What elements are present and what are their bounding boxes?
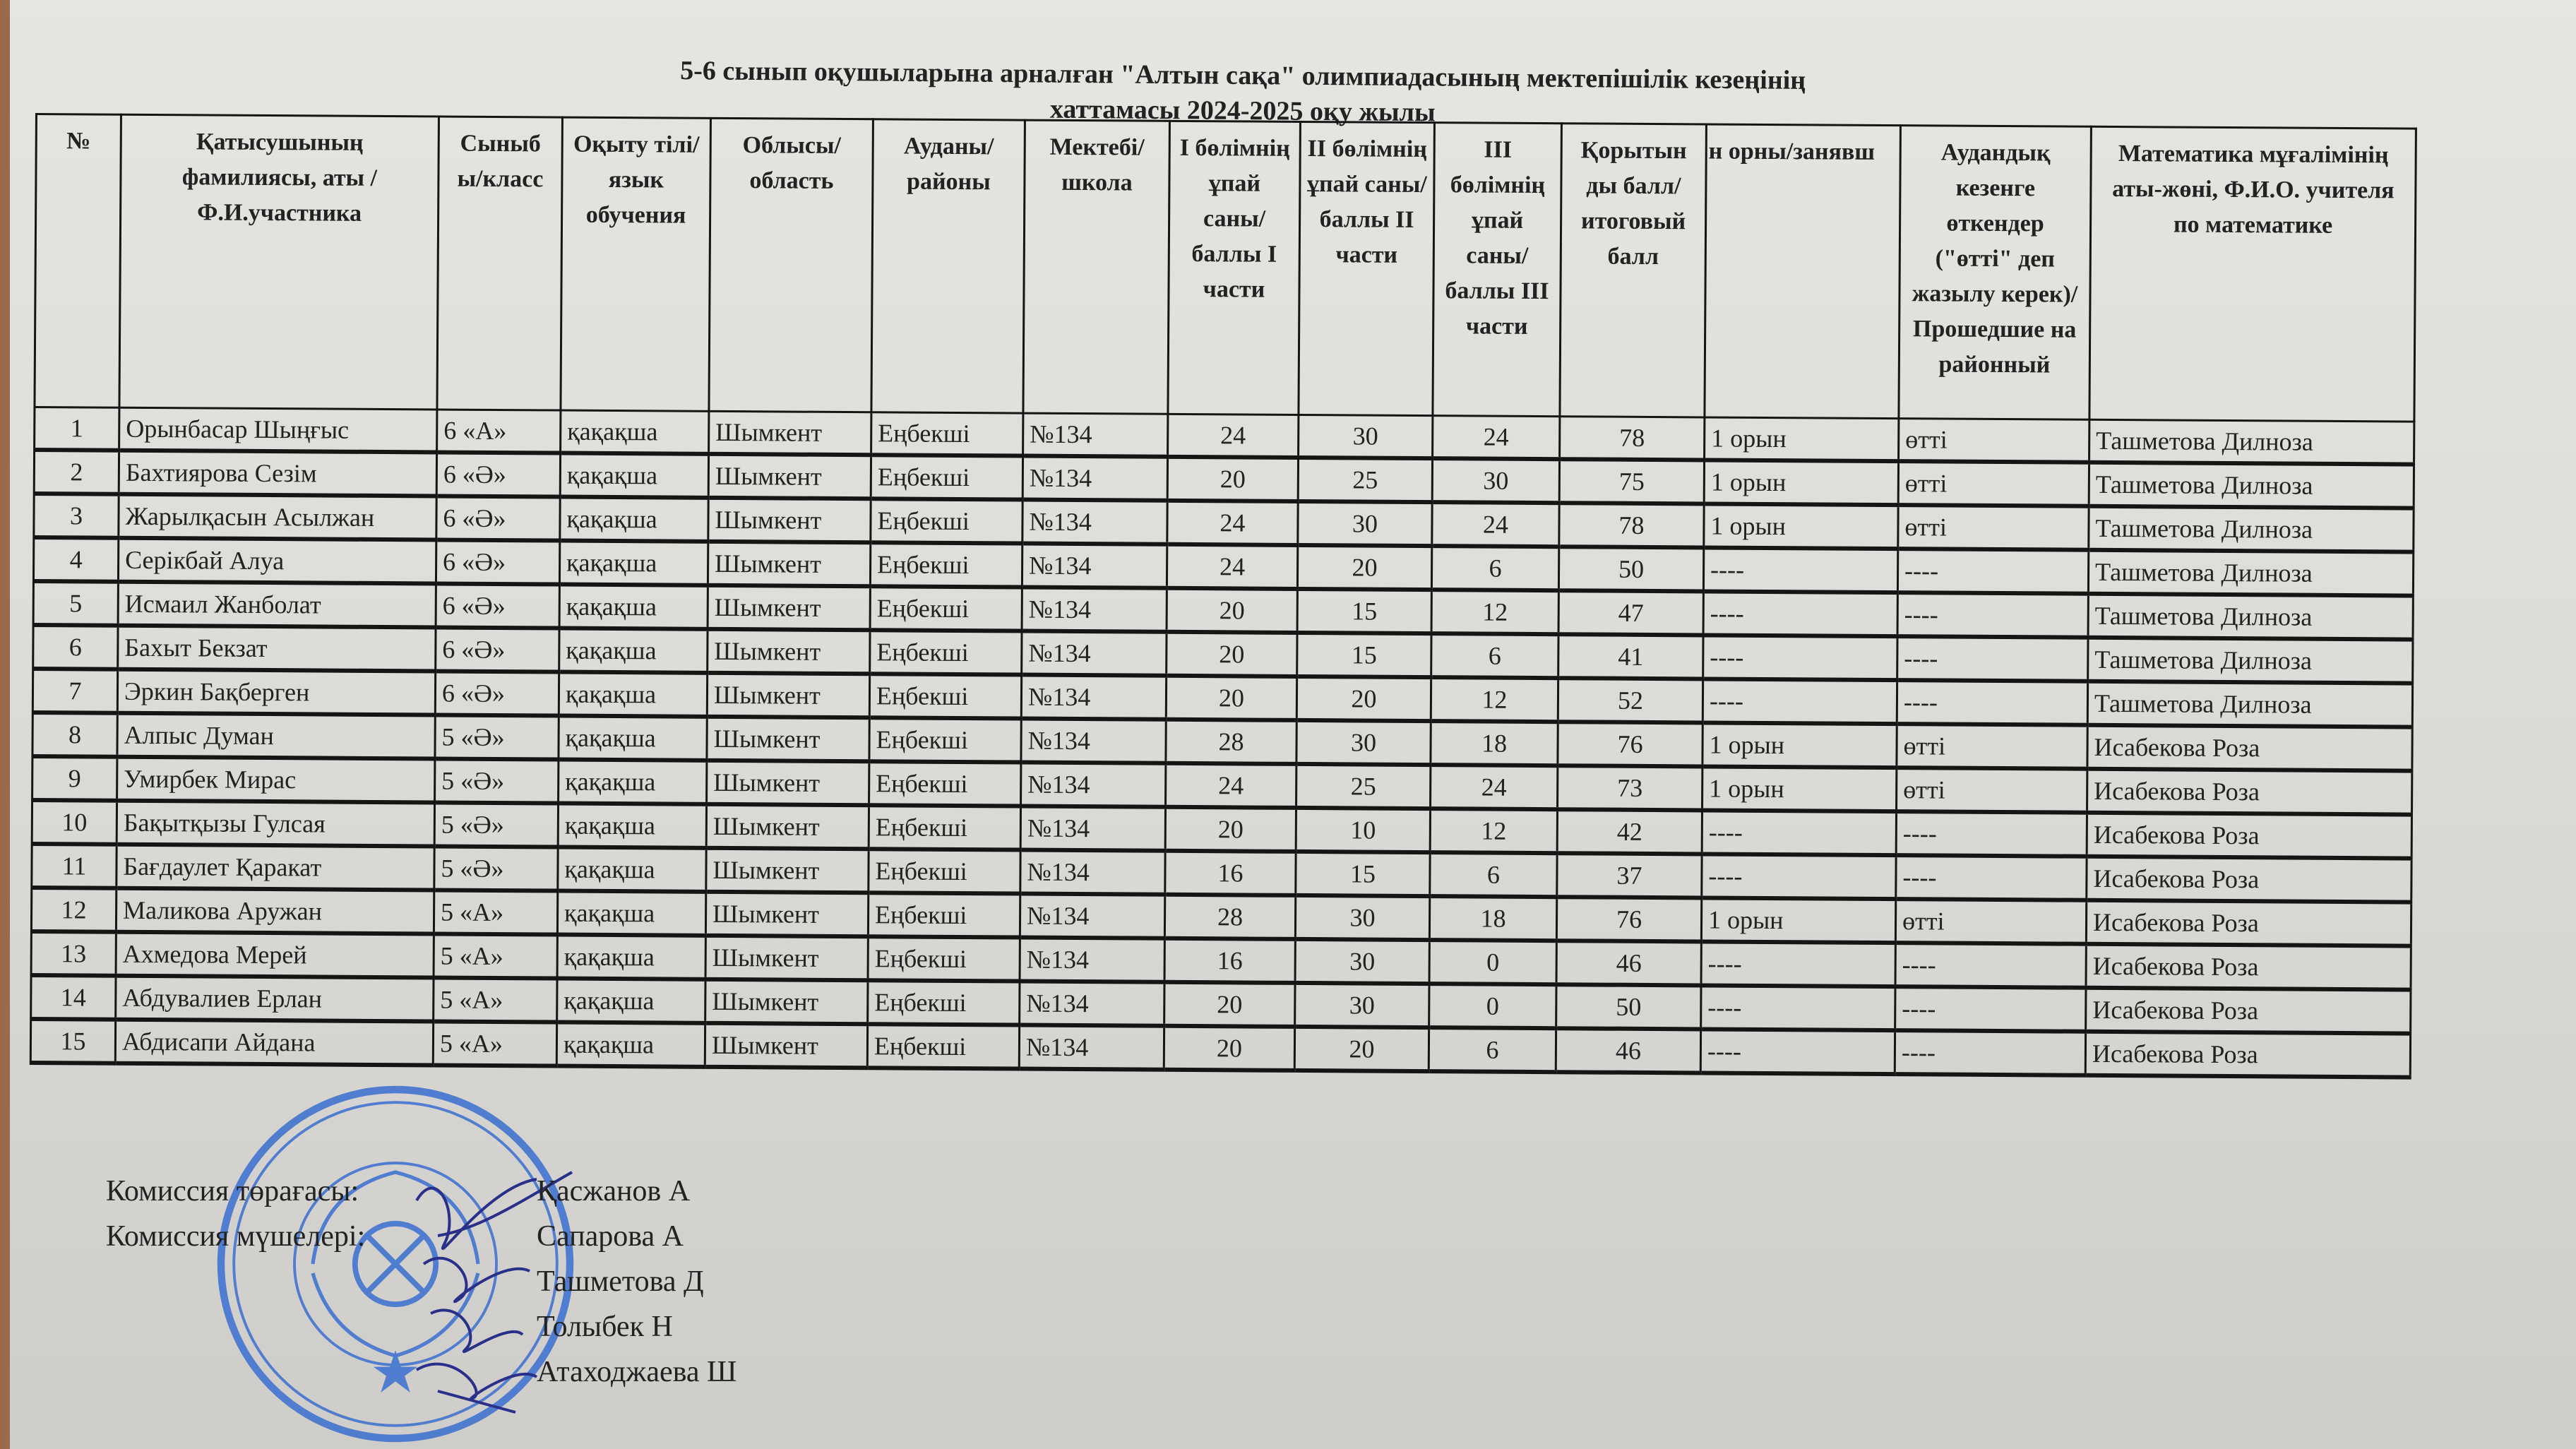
participant-name-cell: Абдисапи Айдана <box>115 1020 433 1066</box>
class-cell: 5 «Ә» <box>434 846 558 890</box>
chair-label: Комиссия төрағасы: <box>106 1175 359 1208</box>
participant-name-cell: Серікбай Алуа <box>118 538 436 584</box>
signature-member-3 <box>417 1364 537 1412</box>
part1-score-cell: 20 <box>1167 632 1297 676</box>
place-cell: ---- <box>1703 547 1897 592</box>
total-score-cell: 41 <box>1558 634 1703 679</box>
place-cell: ---- <box>1701 941 1895 986</box>
district-cell: Еңбекші <box>870 542 1022 587</box>
district-cell: Еңбекші <box>868 936 1020 981</box>
district-cell: Еңбекші <box>869 849 1020 893</box>
region-cell: Шымкент <box>705 936 868 980</box>
total-score-cell: 76 <box>1556 897 1701 941</box>
teacher-name-cell: Ташметова Дилноза <box>2088 594 2413 640</box>
teacher-name-cell: Исабекова Роза <box>2086 944 2411 990</box>
region-cell: Шымкент <box>707 717 869 761</box>
district-cell: Еңбекші <box>870 630 1022 674</box>
total-score-cell: 46 <box>1556 1028 1700 1073</box>
place-cell: 1 орын <box>1704 460 1898 505</box>
header-number: № <box>35 114 121 408</box>
participant-name-cell: Жарылқасын Асылжан <box>119 494 436 540</box>
total-score-cell: 47 <box>1558 590 1703 635</box>
language-cell: қақақша <box>559 585 708 629</box>
language-cell: қақақша <box>556 1022 705 1067</box>
class-cell: 6 «Ә» <box>435 671 559 715</box>
school-cell: №134 <box>1020 850 1165 895</box>
part3-score-cell: 24 <box>1433 416 1560 460</box>
passed-status-cell: ---- <box>1895 986 2086 1032</box>
part2-score-cell: 30 <box>1298 501 1432 546</box>
part1-score-cell: 20 <box>1166 676 1296 720</box>
place-cell: ---- <box>1703 591 1897 636</box>
class-cell: 6 «Ә» <box>436 583 559 628</box>
header-place: н орны/занявш <box>1705 124 1901 419</box>
teacher-name-cell: Исабекова Роза <box>2087 725 2412 771</box>
participant-name-cell: Бахтиярова Сезім <box>119 451 436 496</box>
class-cell: 6 «Ә» <box>436 496 560 540</box>
passed-status-cell: өтті <box>1895 899 2086 944</box>
part2-score-cell: 30 <box>1295 939 1429 984</box>
participant-name-cell: Умирбек Мирас <box>117 757 435 803</box>
part1-score-cell: 20 <box>1165 807 1296 852</box>
place-cell: ---- <box>1701 985 1895 1030</box>
class-cell: 5 «А» <box>434 934 557 978</box>
part1-score-cell: 20 <box>1167 588 1297 633</box>
place-cell: 1 орын <box>1701 898 1895 943</box>
region-cell: Шымкент <box>707 673 869 717</box>
region-cell: Шымкент <box>709 411 871 455</box>
row-number-cell: 15 <box>30 1019 115 1063</box>
row-number-cell: 1 <box>35 407 119 451</box>
school-cell: №134 <box>1022 456 1167 501</box>
class-cell: 5 «Ә» <box>435 715 559 759</box>
school-cell: №134 <box>1020 938 1164 982</box>
part3-score-cell: 18 <box>1431 721 1558 765</box>
district-cell: Еңбекші <box>871 455 1022 499</box>
total-score-cell: 76 <box>1558 722 1703 766</box>
language-cell: қақақша <box>557 891 705 936</box>
row-number-cell: 12 <box>31 888 116 932</box>
teacher-name-cell: Исабекова Роза <box>2087 813 2411 859</box>
school-cell: №134 <box>1022 500 1167 544</box>
part1-score-cell: 20 <box>1164 982 1295 1027</box>
region-cell: Шымкент <box>707 761 869 805</box>
part1-score-cell: 20 <box>1164 1026 1294 1071</box>
part1-score-cell: 28 <box>1166 720 1296 764</box>
header-total: Қорытын ды балл/ итоговый балл <box>1560 124 1707 417</box>
district-cell: Еңбекші <box>869 805 1020 849</box>
part3-score-cell: 6 <box>1429 1027 1556 1072</box>
district-cell: Еңбекші <box>869 674 1021 718</box>
teacher-name-cell: Исабекова Роза <box>2085 1032 2410 1078</box>
title-line-2: хаттамасы 2024-2025 оқу жылы <box>1049 94 1436 128</box>
language-cell: қақақша <box>559 628 708 673</box>
passed-status-cell: ---- <box>1895 943 2086 988</box>
part2-score-cell: 15 <box>1296 852 1430 896</box>
part3-score-cell: 24 <box>1432 502 1559 547</box>
district-cell: Еңбекші <box>868 980 1020 1025</box>
part1-score-cell: 20 <box>1167 457 1298 501</box>
part1-score-cell: 24 <box>1166 763 1296 808</box>
member-name: Атаходжаева Ш <box>537 1356 737 1388</box>
class-cell: 6 «Ә» <box>436 627 559 672</box>
header-region: Облысы/ область <box>709 118 873 412</box>
language-cell: қақақша <box>557 935 705 979</box>
region-cell: Шымкент <box>708 629 870 674</box>
place-cell: ---- <box>1703 635 1897 680</box>
title-line-1: 5-6 сынып оқушыларына арналған "Алтын сақа" олимпиадасының мектепішілік кезеңінің <box>680 56 1806 95</box>
total-score-cell: 46 <box>1556 941 1701 985</box>
part3-score-cell: 0 <box>1429 940 1556 984</box>
part2-score-cell: 25 <box>1298 458 1432 502</box>
part2-score-cell: 10 <box>1296 808 1430 852</box>
member-name: Сапарова А <box>537 1220 684 1253</box>
part3-score-cell: 6 <box>1431 633 1558 678</box>
region-cell: Шымкент <box>705 979 868 1024</box>
header-class: Сыныб ы/класс <box>437 117 563 410</box>
row-number-cell: 14 <box>31 975 116 1020</box>
class-cell: 5 «Ә» <box>434 802 558 847</box>
member-name: Толыбек Н <box>537 1311 673 1343</box>
teacher-name-cell: Ташметова Дилноза <box>2089 506 2414 552</box>
passed-status-cell: өтті <box>1897 768 2087 813</box>
region-cell: Шымкент <box>708 454 871 499</box>
part3-score-cell: 12 <box>1431 590 1558 634</box>
header-part2: II бөлімнің ұпай саны/ баллы II части <box>1299 121 1435 415</box>
desk-edge <box>0 0 10 1449</box>
chair-name: Қасжанов А <box>537 1175 691 1208</box>
language-cell: қақақша <box>558 804 706 848</box>
total-score-cell: 42 <box>1557 809 1702 854</box>
header-district: Ауданы/ районы <box>871 119 1025 413</box>
row-number-cell: 3 <box>34 494 119 538</box>
row-number-cell: 6 <box>33 625 118 669</box>
school-cell: №134 <box>1020 894 1164 938</box>
passed-status-cell: ---- <box>1897 549 2088 594</box>
district-cell: Еңбекші <box>871 499 1022 543</box>
total-score-cell: 78 <box>1560 417 1705 460</box>
row-number-cell: 8 <box>32 712 117 757</box>
part3-score-cell: 30 <box>1432 458 1559 503</box>
row-number-cell: 9 <box>32 756 117 801</box>
table-header-row <box>35 114 2416 422</box>
participant-name-cell: Бақытқызы Гулсая <box>117 801 434 847</box>
school-cell: №134 <box>1021 763 1166 807</box>
class-cell: 5 «А» <box>434 977 557 1022</box>
passed-status-cell: ---- <box>1895 1030 2085 1075</box>
place-cell: 1 орын <box>1704 503 1898 549</box>
row-number-cell: 10 <box>32 800 117 845</box>
teacher-name-cell: Ташметова Дилноза <box>2089 463 2414 508</box>
class-cell: 5 «А» <box>433 1021 556 1066</box>
place-cell: ---- <box>1703 679 1897 724</box>
header-part1: I бөлімнің ұпай саны/ баллы I части <box>1168 121 1301 415</box>
region-cell: Шымкент <box>708 585 870 630</box>
place-cell: ---- <box>1702 810 1896 855</box>
language-cell: қақақша <box>559 541 708 585</box>
teacher-name-cell: Исабекова Роза <box>2087 769 2412 815</box>
district-cell: Еңбекші <box>869 761 1021 806</box>
language-cell: қақақша <box>559 716 707 761</box>
results-table-wrapper <box>30 113 2417 1080</box>
district-cell: Еңбекші <box>871 412 1023 456</box>
region-cell: Шымкент <box>705 892 868 936</box>
passed-status-cell: ---- <box>1897 592 2088 638</box>
district-cell: Еңбекші <box>870 586 1022 631</box>
part3-score-cell: 6 <box>1430 852 1557 897</box>
part1-score-cell: 28 <box>1164 895 1295 939</box>
part1-score-cell: 24 <box>1168 414 1299 458</box>
participant-name-cell: Бахыт Бекзат <box>118 626 436 672</box>
table-body <box>30 407 2414 1078</box>
teacher-name-cell: Исабекова Роза <box>2087 857 2411 902</box>
language-cell: қақақша <box>560 497 708 542</box>
part1-score-cell: 24 <box>1167 501 1298 545</box>
passed-status-cell: өтті <box>1898 461 2089 506</box>
total-score-cell: 73 <box>1558 765 1703 810</box>
class-cell: 6 «Ә» <box>436 539 559 584</box>
total-score-cell: 37 <box>1557 853 1702 898</box>
district-cell: Еңбекші <box>868 893 1020 937</box>
participant-name-cell: Эркин Бақберген <box>117 669 435 715</box>
region-cell: Шымкент <box>706 848 869 893</box>
part2-score-cell: 15 <box>1297 633 1431 677</box>
school-cell: №134 <box>1022 588 1167 632</box>
row-number-cell: 5 <box>33 581 118 626</box>
language-cell: қақақша <box>559 672 707 717</box>
part2-score-cell: 30 <box>1295 983 1429 1027</box>
participant-name-cell: Маликова Аружан <box>116 888 434 934</box>
language-cell: қақақша <box>561 410 709 454</box>
place-cell: 1 орын <box>1703 766 1897 811</box>
member-name: Ташметова Д <box>537 1265 704 1298</box>
part2-score-cell: 30 <box>1295 895 1429 940</box>
school-cell: №134 <box>1020 806 1165 851</box>
signature-member-1 <box>424 1258 530 1301</box>
region-cell: Шымкент <box>708 498 871 542</box>
part2-score-cell: 25 <box>1296 764 1431 809</box>
part3-score-cell: 18 <box>1429 896 1556 941</box>
region-cell: Шымкент <box>705 1023 867 1068</box>
header-passed-text: Аудандық кезенге өткендер ("өтті" деп жазылу керек)/ Прошедшие на районный <box>1912 139 2078 378</box>
school-cell: №134 <box>1021 719 1166 763</box>
part2-score-cell: 20 <box>1297 545 1431 590</box>
results-table <box>30 113 2417 1080</box>
row-number-cell: 4 <box>33 537 118 582</box>
teacher-name-cell: Ташметова Дилноза <box>2088 550 2413 596</box>
language-cell: қақақша <box>559 760 707 804</box>
total-score-cell: 50 <box>1556 984 1701 1029</box>
header-school: Мектебі/ школа <box>1023 120 1170 414</box>
school-cell: №134 <box>1022 631 1167 676</box>
part3-score-cell: 12 <box>1430 809 1557 853</box>
participant-name-cell: Исмаил Жанболат <box>118 582 436 628</box>
participant-name-cell: Алпыс Думан <box>117 713 435 759</box>
teacher-name-cell: Ташметова Дилноза <box>2089 419 2414 464</box>
part1-score-cell: 24 <box>1167 544 1297 589</box>
part2-score-cell: 20 <box>1294 1027 1429 1071</box>
place-cell: 1 орын <box>1705 417 1899 461</box>
participant-name-cell: Абдувалиев Ерлан <box>116 976 434 1022</box>
passed-status-cell: өтті <box>1898 505 2089 550</box>
part3-score-cell: 6 <box>1431 546 1558 590</box>
row-number-cell: 11 <box>32 844 117 888</box>
passed-status-cell: өтті <box>1897 724 2087 769</box>
language-cell: қақақша <box>558 847 706 892</box>
school-cell: №134 <box>1023 413 1168 457</box>
part2-score-cell: 30 <box>1296 720 1431 765</box>
class-cell: 6 «Ә» <box>436 452 560 496</box>
row-number-cell: 2 <box>34 450 119 494</box>
part1-score-cell: 16 <box>1165 851 1296 895</box>
row-number-cell: 7 <box>32 669 117 713</box>
part2-score-cell: 15 <box>1297 589 1431 633</box>
district-cell: Еңбекші <box>869 717 1021 762</box>
header-passed <box>1899 126 2092 420</box>
signature-member-2 <box>431 1310 523 1352</box>
school-cell: №134 <box>1021 675 1166 720</box>
place-cell: ---- <box>1700 1029 1895 1074</box>
total-score-cell: 50 <box>1558 547 1703 591</box>
total-score-cell: 75 <box>1559 459 1704 503</box>
region-cell: Шымкент <box>706 804 869 849</box>
total-score-cell: 52 <box>1558 678 1703 722</box>
passed-status-cell: ---- <box>1897 680 2087 725</box>
participant-name-cell: Ахмедова Мерей <box>116 932 434 978</box>
row-number-cell: 13 <box>31 931 116 976</box>
members-label: Комиссия мүшелері: <box>106 1220 366 1253</box>
class-cell: 5 «Ә» <box>435 758 559 803</box>
class-cell: 6 «А» <box>437 410 561 453</box>
part2-score-cell: 30 <box>1299 415 1433 458</box>
passed-status-cell: ---- <box>1897 636 2088 681</box>
region-cell: Шымкент <box>708 542 870 586</box>
participant-name-cell: Орынбасар Шыңғыс <box>119 407 437 452</box>
passed-status-cell: ---- <box>1896 811 2087 857</box>
class-cell: 5 «А» <box>434 890 557 934</box>
district-cell: Еңбекші <box>867 1024 1019 1068</box>
school-cell: №134 <box>1022 544 1167 588</box>
header-teacher: Математика мұғалімінің аты-жөні, Ф.И.О. учителя по математике <box>2089 126 2416 422</box>
place-cell: 1 орын <box>1703 722 1897 768</box>
language-cell: қақақша <box>560 453 708 498</box>
place-cell: ---- <box>1702 854 1896 899</box>
passed-status-cell: өтті <box>1899 419 2089 463</box>
participant-name-cell: Бағдаулет Қаракат <box>117 845 434 890</box>
school-cell: №134 <box>1020 982 1164 1026</box>
teacher-name-cell: Ташметова Дилноза <box>2087 681 2412 727</box>
language-cell: қақақша <box>557 979 705 1023</box>
part3-score-cell: 0 <box>1429 984 1556 1028</box>
part1-score-cell: 16 <box>1164 938 1295 983</box>
part3-score-cell: 24 <box>1431 765 1558 809</box>
header-participant: Қатысушының фамилиясы, аты /Ф.И.участника <box>119 114 439 410</box>
header-part3: III бөлімнің ұпай саны/ баллы III части <box>1433 123 1562 417</box>
teacher-name-cell: Ташметова Дилноза <box>2088 638 2413 684</box>
passed-status-cell: ---- <box>1896 855 2087 900</box>
part3-score-cell: 12 <box>1431 677 1558 722</box>
header-language: Оқыту тілі/ язык обучения <box>561 117 711 411</box>
total-score-cell: 78 <box>1559 503 1704 547</box>
school-cell: №134 <box>1019 1025 1164 1070</box>
teacher-name-cell: Исабекова Роза <box>2086 988 2411 1034</box>
teacher-name-cell: Исабекова Роза <box>2086 900 2411 946</box>
part2-score-cell: 20 <box>1296 676 1431 721</box>
